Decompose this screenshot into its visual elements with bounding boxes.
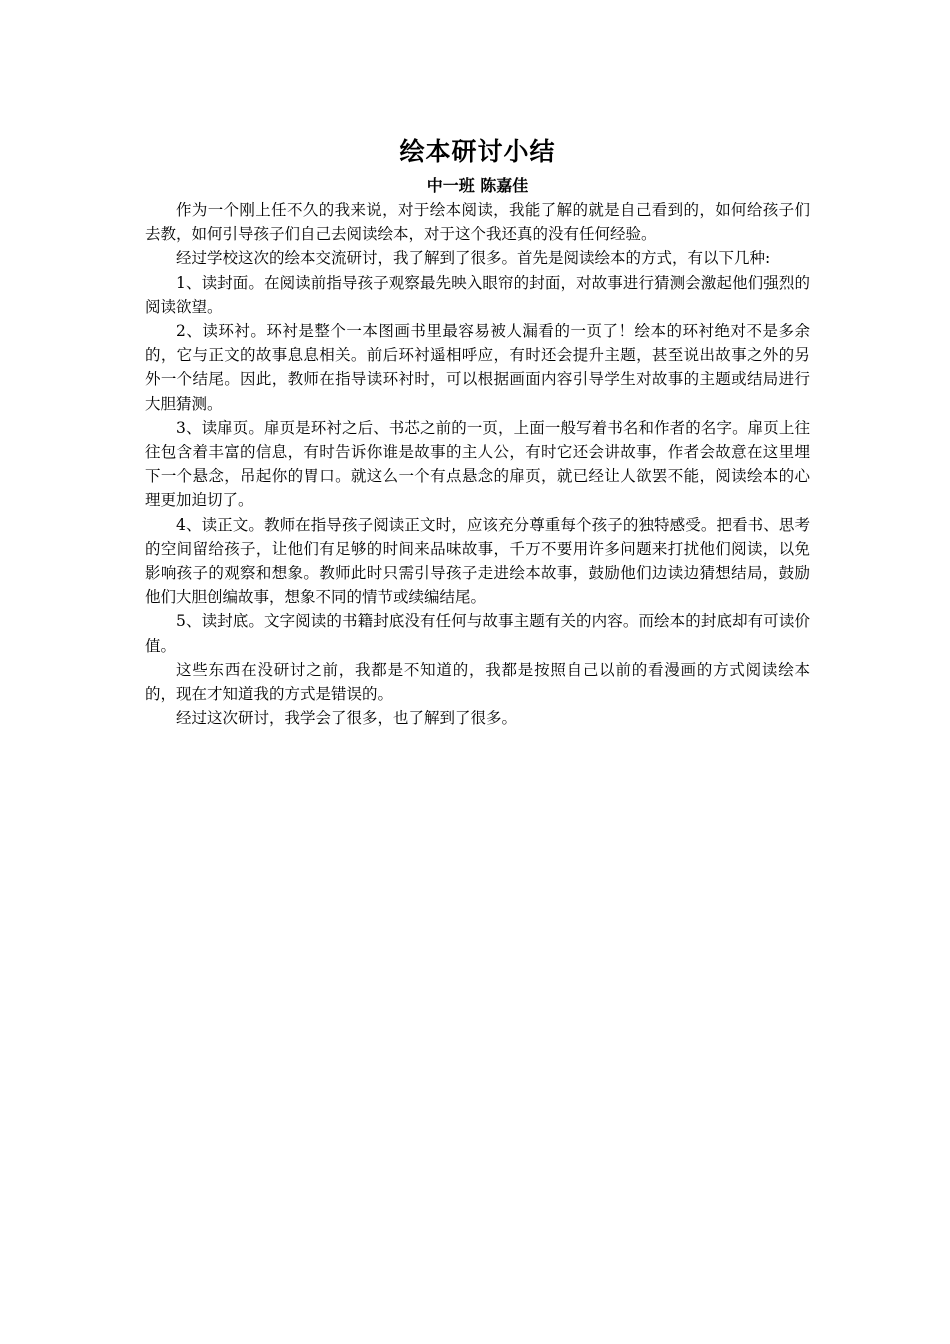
- paragraph: 这些东西在没研讨之前，我都是不知道的，我都是按照自己以前的看漫画的方式阅读绘本的，现在才知道我的方式是错误的。: [145, 660, 810, 704]
- document-body: [145, 198, 810, 730]
- document-title: 绘本研讨小结: [399, 137, 556, 166]
- paragraph: 经过学校这次的绘本交流研讨，我了解到了很多。首先是阅读绘本的方式，有以下几种:: [176, 249, 771, 268]
- paragraph: 3、读扉页。扉页是环衬之后、书芯之前的一页，上面一般写着书名和作者的名字。扉页上往往包含着丰富的信息，有时告诉你谁是故事的主人公，有时它还会讲故事，作者会故意在这里埋下一个悬念，吊起你的胃口。就这么一个有点悬念的扉页，就已经让人欲罢不能，阅读绘本的心理更加迫切了。: [145, 418, 810, 510]
- document-page: [145, 132, 810, 730]
- document-author: 中一班 陈嘉佳: [426, 176, 529, 195]
- paragraph: 4、读正文。教师在指导孩子阅读正文时，应该充分尊重每个孩子的独特感受。把看书、思考的空间留给孩子，让他们有足够的时间来品味故事，千万不要用许多问题来打扰他们阅读，以免影响孩子的观察和想象。教师此时只需引导孩子走进绘本故事，鼓励他们边读边猜想结局，鼓励他们大胆创编故事，想象不同的情节或续编结尾。: [145, 515, 810, 607]
- paragraph: 1、读封面。在阅读前指导孩子观察最先映入眼帘的封面，对故事进行猜测会激起他们强烈的阅读欲望。: [145, 273, 810, 316]
- paragraph: 2、读环衬。环衬是整个一本图画书里最容易被人漏看的一页了！绘本的环衬绝对不是多余的，它与正文的故事息息相关。前后环衬遥相呼应，有时还会提升主题，甚至说出故事之外的另外一个结尾。因此，教师在指导读环衬时，可以根据画面内容引导学生对故事的主题或结局进行大胆猜测。: [145, 322, 810, 413]
- paragraph: 经过这次研讨，我学会了很多，也了解到了很多。: [176, 709, 518, 728]
- paragraph: 作为一个刚上任不久的我来说，对于绘本阅读，我能了解的就是自己看到的，如何给孩子们去教，如何引导孩子们自己去阅读绘本，对于这个我还真的没有任何经验。: [145, 201, 810, 244]
- paragraph: 5、读封底。文字阅读的书籍封底没有任何与故事主题有关的内容。而绘本的封底却有可读价值。: [145, 612, 810, 655]
